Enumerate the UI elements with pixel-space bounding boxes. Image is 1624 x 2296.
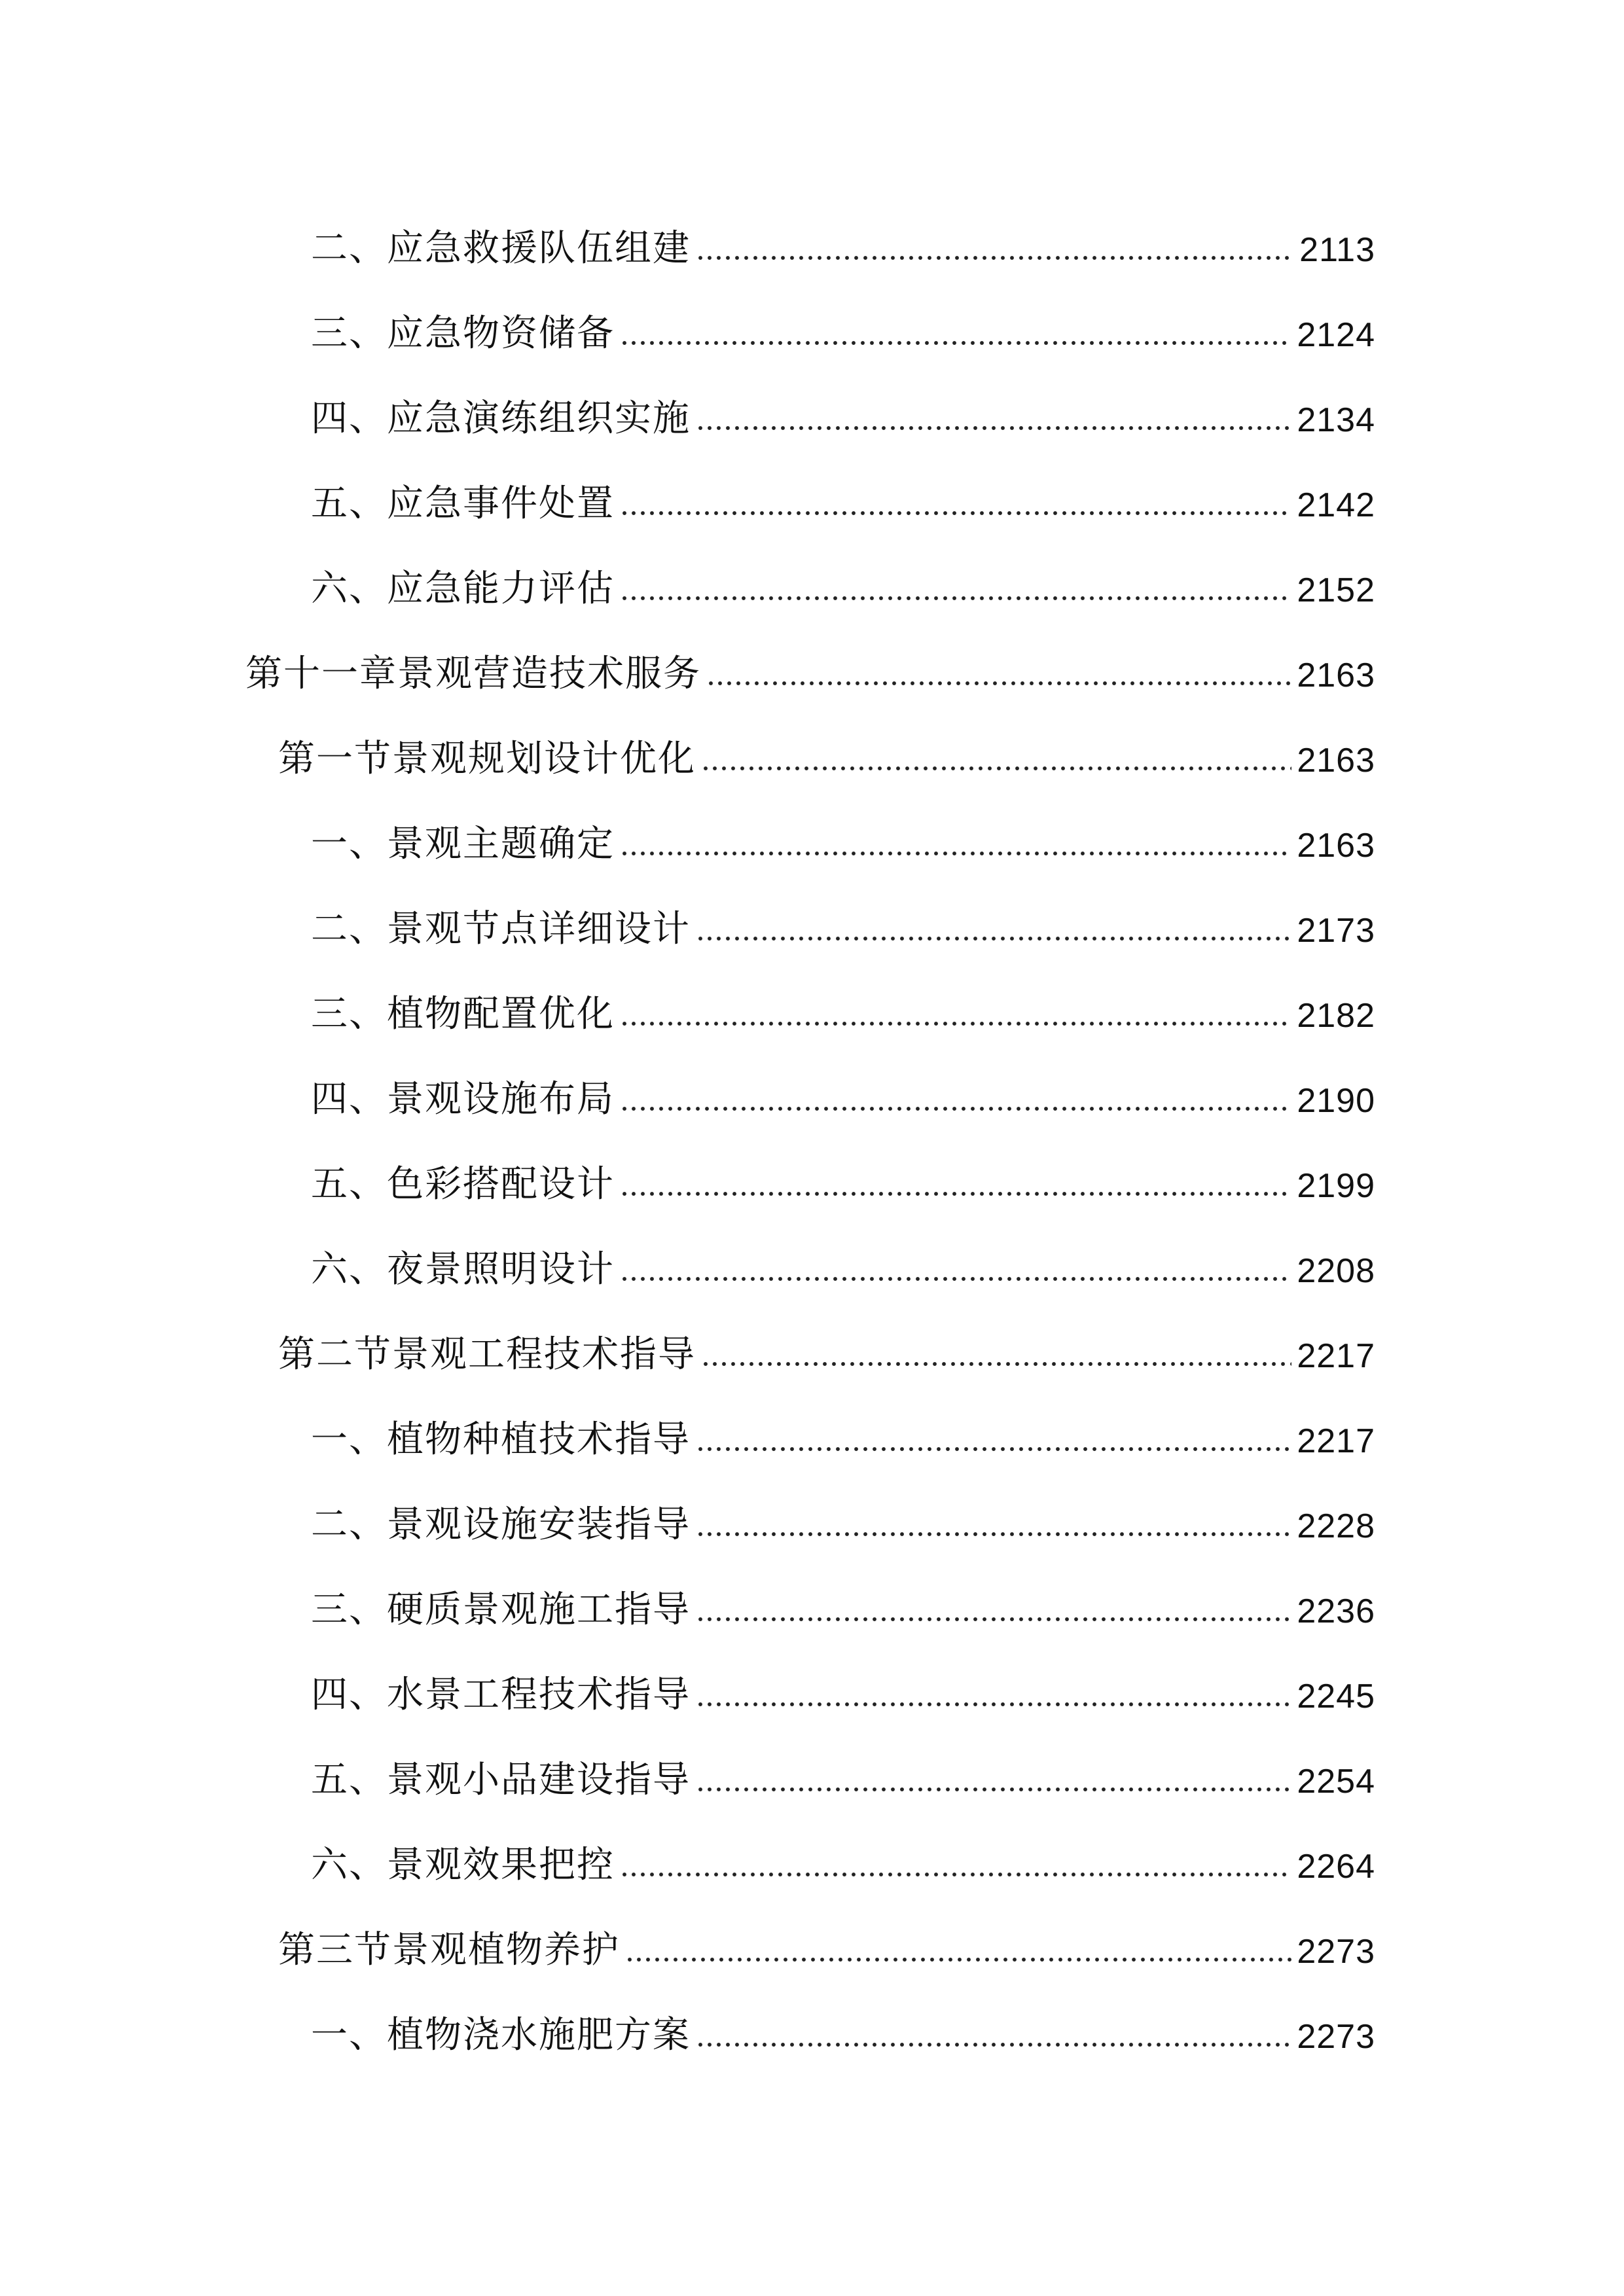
- toc-entry-title: 四、应急演练组织实施: [311, 397, 691, 440]
- toc-dot-leader: [696, 936, 1291, 941]
- toc-entry-page: 2236: [1297, 1592, 1375, 1630]
- toc-entry-title: 第三节景观植物养护: [278, 1929, 620, 1971]
- toc-dot-leader: [696, 425, 1291, 431]
- toc-entry-title: 六、应急能力评估: [311, 567, 615, 610]
- toc-entry[interactable]: [311, 548, 1375, 610]
- toc-dot-leader: [696, 2042, 1291, 2047]
- toc-entry-section[interactable]: [278, 1910, 1375, 1969]
- toc-entry-page: 2217: [1297, 1422, 1375, 1460]
- toc-entry[interactable]: [311, 1059, 1375, 1121]
- toc-dot-leader: [620, 1872, 1291, 1877]
- toc-entry[interactable]: [311, 974, 1375, 1033]
- toc-entry-section[interactable]: [278, 1314, 1375, 1376]
- toc-entry-page: 2182: [1297, 997, 1375, 1035]
- toc-dot-leader: [696, 1702, 1291, 1707]
- toc-dot-leader: [701, 766, 1291, 771]
- toc-entry[interactable]: [311, 1825, 1375, 1884]
- toc-entry-page: 2217: [1297, 1337, 1375, 1375]
- toc-dot-leader: [620, 511, 1291, 516]
- toc-entry[interactable]: [311, 1570, 1375, 1631]
- toc-dot-leader: [620, 1191, 1291, 1196]
- toc-entry[interactable]: [311, 1399, 1375, 1461]
- toc-entry-title: 六、景观效果把控: [311, 1844, 615, 1886]
- toc-entry-page: 2142: [1297, 486, 1375, 524]
- toc-entry-page: 2245: [1297, 1677, 1375, 1715]
- toc-entry-title: 五、色彩搭配设计: [311, 1163, 615, 1206]
- toc-dot-leader: [706, 681, 1291, 686]
- toc-dot-leader: [696, 1787, 1291, 1792]
- toc-entry-page: 2163: [1297, 827, 1375, 865]
- toc-entry[interactable]: [311, 1484, 1375, 1546]
- toc-dot-leader: [620, 1021, 1291, 1026]
- toc-entry-title: 一、植物种植技术指导: [311, 1418, 691, 1461]
- toc-entry[interactable]: [311, 1144, 1375, 1206]
- toc-dot-leader: [625, 1957, 1291, 1962]
- toc-entry-page: 2163: [1297, 742, 1375, 780]
- toc-entry[interactable]: [311, 889, 1375, 948]
- toc-dot-leader: [620, 851, 1291, 856]
- toc-dot-leader: [696, 255, 1294, 260]
- toc-entry[interactable]: [311, 208, 1375, 270]
- toc-entry[interactable]: [311, 1655, 1375, 1716]
- toc-entry-page: 2264: [1297, 1848, 1375, 1886]
- toc-entry-page: 2113: [1299, 231, 1375, 269]
- toc-entry[interactable]: [311, 293, 1375, 355]
- toc-entry-title: 四、景观设施布局: [311, 1078, 615, 1121]
- toc-entry-page: 2254: [1297, 1763, 1375, 1801]
- toc-entry-page: 2190: [1297, 1082, 1375, 1120]
- toc-entry-page: 2228: [1297, 1507, 1375, 1545]
- toc-dot-leader: [696, 1446, 1291, 1452]
- toc-entry-title: 第二节景观工程技术指导: [278, 1333, 696, 1376]
- toc-entry-title: 三、硬质景观施工指导: [311, 1588, 691, 1631]
- toc-entry-page: 2163: [1297, 656, 1375, 694]
- toc-dot-leader: [620, 340, 1291, 346]
- toc-entry[interactable]: [311, 1229, 1375, 1291]
- toc-dot-leader: [696, 1617, 1291, 1622]
- toc-dot-leader: [620, 1276, 1291, 1282]
- toc-entry-page: 2208: [1297, 1252, 1375, 1290]
- toc-entry-chapter[interactable]: [245, 634, 1375, 695]
- toc-entry-page: 2152: [1297, 571, 1375, 609]
- toc-entry-title: 三、植物配置优化: [311, 993, 615, 1035]
- toc-entry-page: 2124: [1297, 316, 1375, 354]
- toc-entry-title: 五、景观小品建设指导: [311, 1759, 691, 1801]
- toc-entry-section[interactable]: [278, 719, 1375, 778]
- toc-entry-title: 四、水景工程技术指导: [311, 1674, 691, 1716]
- toc-entry-page: 2199: [1297, 1167, 1375, 1205]
- toc-entry-title: 二、景观设施安装指导: [311, 1503, 691, 1546]
- toc-entry-title: 第十一章景观营造技术服务: [245, 653, 701, 695]
- toc-entry-title: 二、景观节点详细设计: [311, 908, 691, 950]
- toc-dot-leader: [620, 596, 1291, 601]
- toc-entry[interactable]: [311, 463, 1375, 525]
- toc-entry-page: 2134: [1297, 401, 1375, 439]
- toc-entry-title: 一、植物浇水施肥方案: [311, 2014, 691, 2056]
- toc-entry-title: 五、应急事件处置: [311, 482, 615, 525]
- toc-entry-title: 三、应急物资储备: [311, 312, 615, 355]
- toc-entry[interactable]: [311, 1740, 1375, 1799]
- toc-dot-leader: [701, 1361, 1291, 1367]
- toc-entry-title: 六、夜景照明设计: [311, 1248, 615, 1291]
- toc-entry-title: 第一节景观规划设计优化: [278, 738, 696, 780]
- toc-entry[interactable]: [311, 378, 1375, 440]
- toc-dot-leader: [620, 1106, 1291, 1111]
- toc-entry-title: 二、应急救援队伍组建: [311, 227, 691, 270]
- toc-entry-page: 2273: [1297, 1933, 1375, 1971]
- toc-entry[interactable]: [311, 804, 1375, 863]
- toc-entry-page: 2273: [1297, 2018, 1375, 2056]
- toc-dot-leader: [696, 1532, 1291, 1537]
- toc-entry-page: 2173: [1297, 912, 1375, 950]
- toc-entry-title: 一、景观主题确定: [311, 823, 615, 865]
- toc-entry[interactable]: [311, 1995, 1375, 2054]
